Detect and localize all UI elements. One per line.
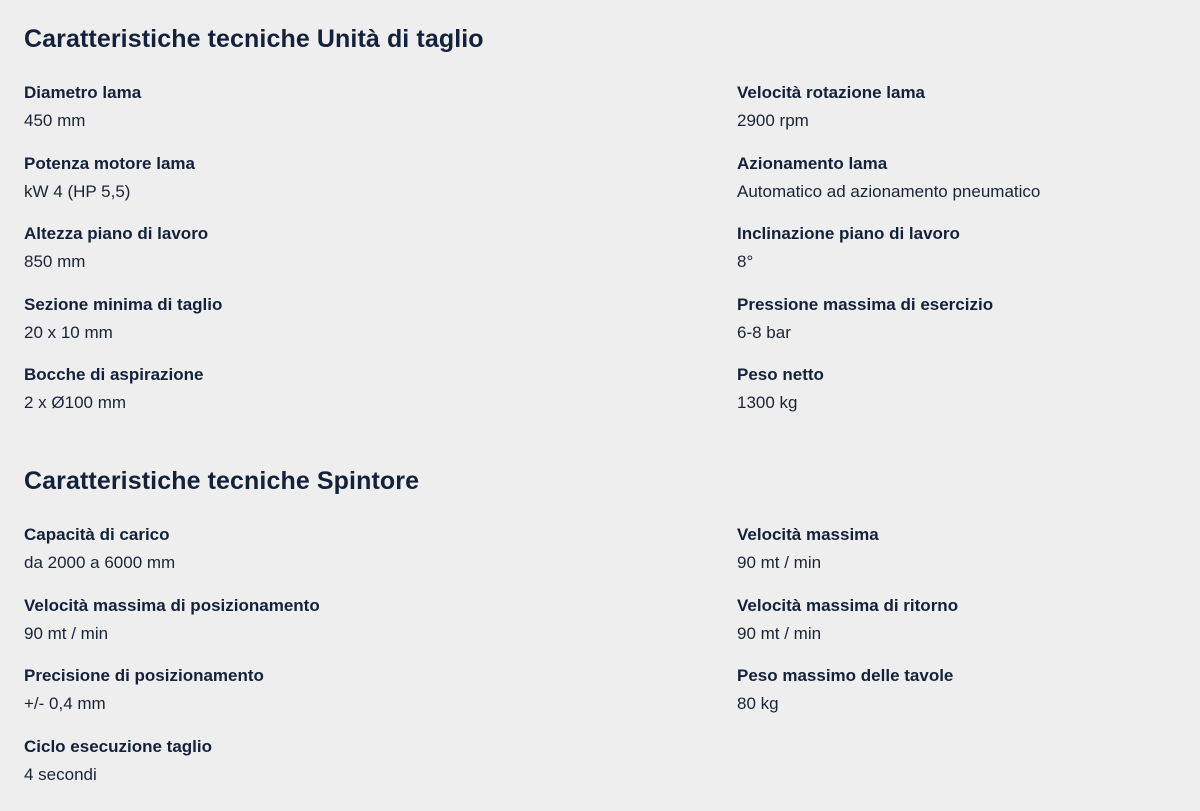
section-title: Caratteristiche tecniche Spintore [24, 467, 420, 495]
spec-value: 90 mt / min [24, 623, 109, 643]
spec-item-work-table-inclination [737, 223, 1176, 294]
spec-label: Precisione di posizionamento [24, 666, 264, 685]
spec-value: 4 secondi [24, 764, 97, 784]
spec-value: +/- 0,4 mm [24, 694, 106, 713]
spec-label: Bocche di aspirazione [24, 365, 204, 384]
section-title: Caratteristiche tecniche Unità di taglio [24, 25, 484, 53]
spec-label: Capacità di carico [24, 525, 170, 544]
spec-label: Azionamento lama [737, 153, 888, 173]
spec-grid [24, 82, 1176, 435]
spec-label: Peso massimo delle tavole [737, 666, 954, 685]
spec-value: 90 mt / min [737, 623, 822, 643]
spec-item-blade-diameter [24, 82, 737, 153]
section-pusher [24, 464, 1176, 806]
spec-value: 20 x 10 mm [24, 322, 113, 342]
spec-item-suction-outlets [24, 364, 737, 435]
spec-value: Automatico ad azionamento pneumatico [737, 181, 1041, 201]
spec-value: 2 x Ø100 mm [24, 393, 127, 412]
spec-value: 8° [737, 252, 754, 271]
spec-item-work-table-height [24, 223, 737, 294]
spec-item-max-positioning-speed [24, 595, 737, 666]
spec-value: kW 4 (HP 5,5) [24, 181, 131, 201]
spec-item-blade-drive [737, 153, 1176, 224]
spec-item-max-return-speed [737, 595, 1176, 666]
spec-value: 2900 rpm [737, 111, 809, 130]
spec-label: Sezione minima di taglio [24, 294, 223, 314]
spec-value: 1300 kg [737, 393, 798, 412]
spec-label: Velocità rotazione lama [737, 83, 926, 102]
spec-item-blade-motor-power [24, 153, 737, 224]
spec-label: Potenza motore lama [24, 153, 195, 173]
spec-value: 450 mm [24, 111, 86, 130]
spec-value: da 2000 a 6000 mm [24, 553, 176, 572]
spec-value: 6-8 bar [737, 322, 791, 342]
spec-item-max-board-weight [737, 665, 1176, 736]
spec-label: Velocità massima [737, 525, 879, 544]
spec-label: Peso netto [737, 365, 824, 384]
spec-item-max-speed [737, 524, 1176, 595]
spec-value: 850 mm [24, 252, 86, 271]
spec-label: Ciclo esecuzione taglio [24, 736, 212, 756]
spec-label: Velocità massima di ritorno [737, 595, 959, 615]
spec-item-load-capacity [24, 524, 737, 595]
spec-value: 80 kg [737, 694, 779, 713]
spec-item-cutting-cycle [24, 736, 737, 807]
spec-value: 90 mt / min [737, 553, 822, 572]
spec-label: Velocità massima di posizionamento [24, 595, 320, 615]
spec-label: Pressione massima di esercizio [737, 294, 994, 314]
section-cutting-unit [24, 22, 1176, 435]
spec-item-positioning-precision [24, 665, 737, 736]
spec-label: Altezza piano di lavoro [24, 224, 209, 243]
spec-label: Diametro lama [24, 83, 142, 102]
spec-label: Inclinazione piano di lavoro [737, 224, 960, 243]
spec-grid [24, 524, 1176, 806]
spec-item-min-cutting-section [24, 294, 737, 365]
spec-item-max-operating-pressure [737, 294, 1176, 365]
spec-item-net-weight [737, 364, 1176, 435]
spec-item-blade-rotation-speed [737, 82, 1176, 153]
